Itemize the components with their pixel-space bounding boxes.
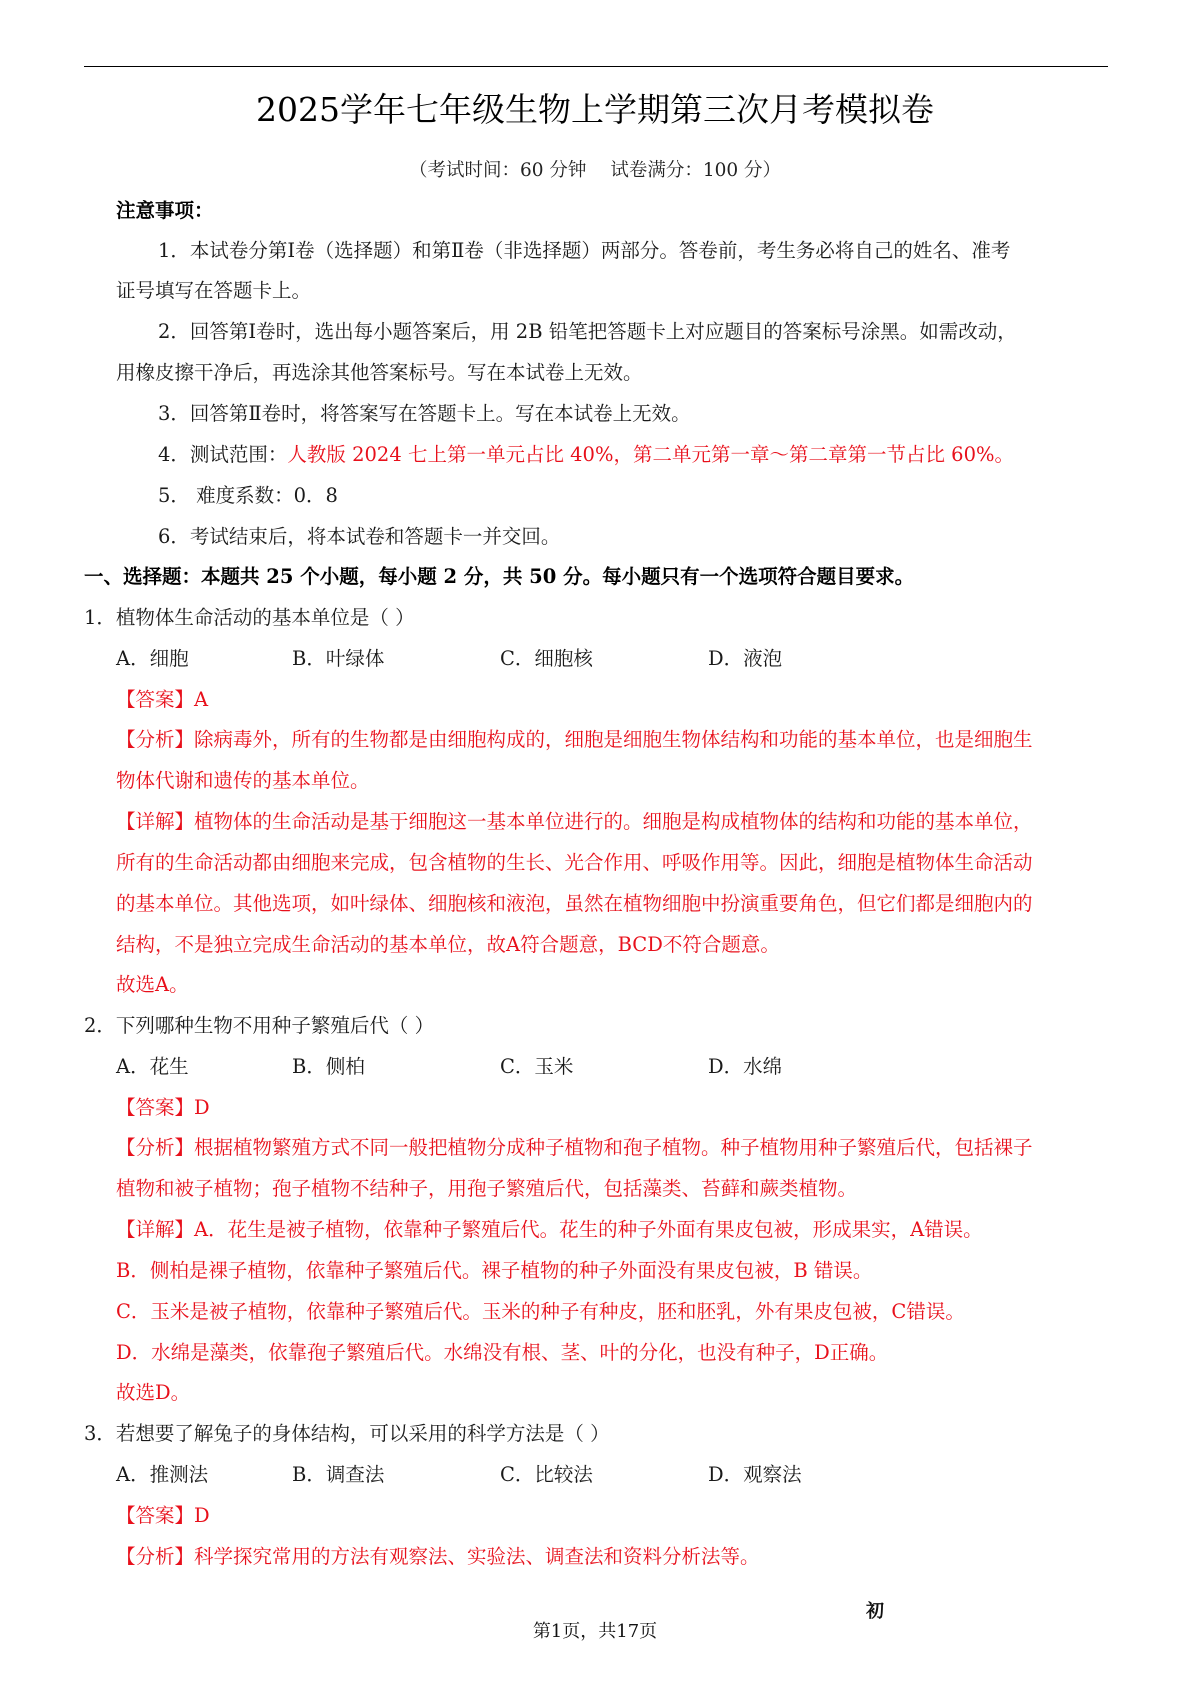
q2-option-d: D．水绵 — [708, 1055, 783, 1078]
notice-item-3: 3．回答第Ⅱ卷时，将答案写在答题卡上。写在本试卷上无效。 — [158, 402, 691, 425]
q1-detail-text: 植物体的生命活动是基于细胞这一基本单位进行的。细胞是构成植物体的结构和功能的基本单位， — [194, 810, 1033, 833]
notice-item-1a: 1．本试卷分第Ⅰ卷（选择题）和第Ⅱ卷（非选择题）两部分。答卷前，考生务必将自己的姓名、准考 — [158, 239, 1011, 262]
q1-analysis-cont: 物体代谢和遗传的基本单位。 — [116, 769, 370, 792]
q1-analysis-text: 除病毒外，所有的生物都是由细胞构成的，细胞是细胞生物体结构和功能的基本单位，也是细胞生 — [194, 728, 1033, 751]
analysis-label: 【分析】 — [116, 728, 195, 751]
q2-option-a: A．花生 — [116, 1055, 189, 1078]
q2-analysis-text: 根据植物繁殖方式不同一般把植物分成种子植物和孢子植物。种子植物用种子繁殖后代，包括裸子 — [194, 1136, 1033, 1159]
q2-detail — [116, 1214, 983, 1246]
q1-detail-line4: 结构，不是独立完成生命活动的基本单位，故A符合题意，BCD不符合题意。 — [116, 933, 780, 956]
analysis-label: 【分析】 — [116, 1545, 195, 1568]
q1-analysis — [116, 724, 1033, 756]
notice-item-2b: 用橡皮擦干净后，再选涂其他答案标号。写在本试卷上无效。 — [116, 361, 643, 384]
exam-info — [0, 156, 1190, 186]
q2-answer — [116, 1092, 210, 1124]
q1-option-a: A．细胞 — [116, 647, 189, 670]
page-title: 2025学年七年级生物上学期第三次月考模拟卷 — [256, 90, 934, 129]
q2-analysis-cont: 植物和被子植物；孢子植物不结种子，用孢子繁殖后代，包括藻类、苔藓和蕨类植物。 — [116, 1177, 858, 1200]
q3-option-c: C．比较法 — [500, 1463, 593, 1486]
q1-stem: 1．植物体生命活动的基本单位是（ ） — [84, 606, 415, 629]
q2-answer-value: D — [194, 1096, 210, 1119]
notice-item-2a: 2．回答第Ⅰ卷时，选出每小题答案后，用 2B 铅笔把答题卡上对应题目的答案标号涂黑。如需改动， — [158, 320, 1017, 343]
q1-detail — [116, 806, 1033, 838]
detail-label: 【详解】 — [116, 810, 195, 833]
q1-answer-value: A — [194, 688, 209, 711]
q2-detail-line3: C．玉米是被子植物，依靠种子繁殖后代。玉米的种子有种皮，胚和胚乳，外有果皮包被，C错误。 — [116, 1300, 965, 1323]
q2-detail-line2: B．侧柏是裸子植物，依靠种子繁殖后代。裸子植物的种子外面没有果皮包被，B 错误。 — [116, 1259, 873, 1282]
q3-analysis — [116, 1541, 760, 1573]
q1-answer — [116, 684, 208, 716]
notice-item-4-prefix: 4．测试范围： — [158, 443, 288, 466]
q1-option-d: D．液泡 — [708, 647, 783, 670]
q2-conclusion: 故选D。 — [116, 1381, 191, 1404]
exam-time: （考试时间：60 分钟 — [408, 160, 587, 181]
q2-detail-line4: D．水绵是藻类，依靠孢子繁殖后代。水绵没有根、茎、叶的分化，也没有种子，D正确。 — [116, 1341, 889, 1364]
stray-character: 初 — [866, 1601, 884, 1622]
q3-answer-value: D — [194, 1504, 210, 1527]
q3-option-a: A．推测法 — [116, 1463, 209, 1486]
q1-detail-line2: 所有的生命活动都由细胞来完成，包含植物的生长、光合作用、呼吸作用等。因此，细胞是植物体生命活动 — [116, 851, 1033, 874]
q2-stem: 2．下列哪种生物不用种子繁殖后代（ ） — [84, 1014, 435, 1037]
page-number: 第1页，共17页 — [532, 1621, 658, 1642]
q1-option-c: C．细胞核 — [500, 647, 593, 670]
section-heading: 一、选择题：本题共 25 个小题，每小题 2 分，共 50 分。每小题只有一个选项符合题目要求。 — [84, 565, 915, 588]
detail-label: 【详解】 — [116, 1218, 195, 1241]
test-range: 人教版 2024 七上第一单元占比 40%，第二单元第一章～第二章第一节占比 60%。 — [287, 443, 1015, 466]
answer-label: 【答案】 — [116, 1096, 195, 1119]
q2-option-b: B．侧柏 — [292, 1055, 365, 1078]
notice-item-6: 6．考试结束后，将本试卷和答题卡一并交回。 — [158, 525, 561, 548]
notice-heading: 注意事项： — [116, 199, 214, 222]
notice-item-4 — [158, 439, 1014, 471]
q1-option-b: B．叶绿体 — [292, 647, 385, 670]
q3-option-b: B．调查法 — [292, 1463, 385, 1486]
q3-option-d: D．观察法 — [708, 1463, 802, 1486]
q2-analysis — [116, 1132, 1033, 1164]
notice-item-5: 5． 难度系数：0．8 — [158, 484, 338, 507]
q1-detail-line3: 的基本单位。其他选项，如叶绿体、细胞核和液泡，虽然在植物细胞中扮演重要角色，但它们都是细胞内的 — [116, 892, 1033, 915]
q3-answer — [116, 1500, 210, 1532]
q3-stem: 3．若想要了解兔子的身体结构，可以采用的科学方法是（ ） — [84, 1422, 610, 1445]
q2-detail-text: A．花生是被子植物，依靠种子繁殖后代。花生的种子外面有果皮包被，形成果实，A错误。 — [194, 1218, 983, 1241]
q3-analysis-text: 科学探究常用的方法有观察法、实验法、调查法和资料分析法等。 — [194, 1545, 760, 1568]
answer-label: 【答案】 — [116, 1504, 195, 1527]
q1-conclusion: 故选A。 — [116, 973, 189, 996]
full-score: 试卷满分：100 分） — [610, 160, 782, 181]
analysis-label: 【分析】 — [116, 1136, 195, 1159]
q2-option-c: C．玉米 — [500, 1055, 574, 1078]
top-rule — [84, 66, 1108, 67]
answer-label: 【答案】 — [116, 688, 195, 711]
notice-item-1b: 证号填写在答题卡上。 — [116, 279, 312, 302]
